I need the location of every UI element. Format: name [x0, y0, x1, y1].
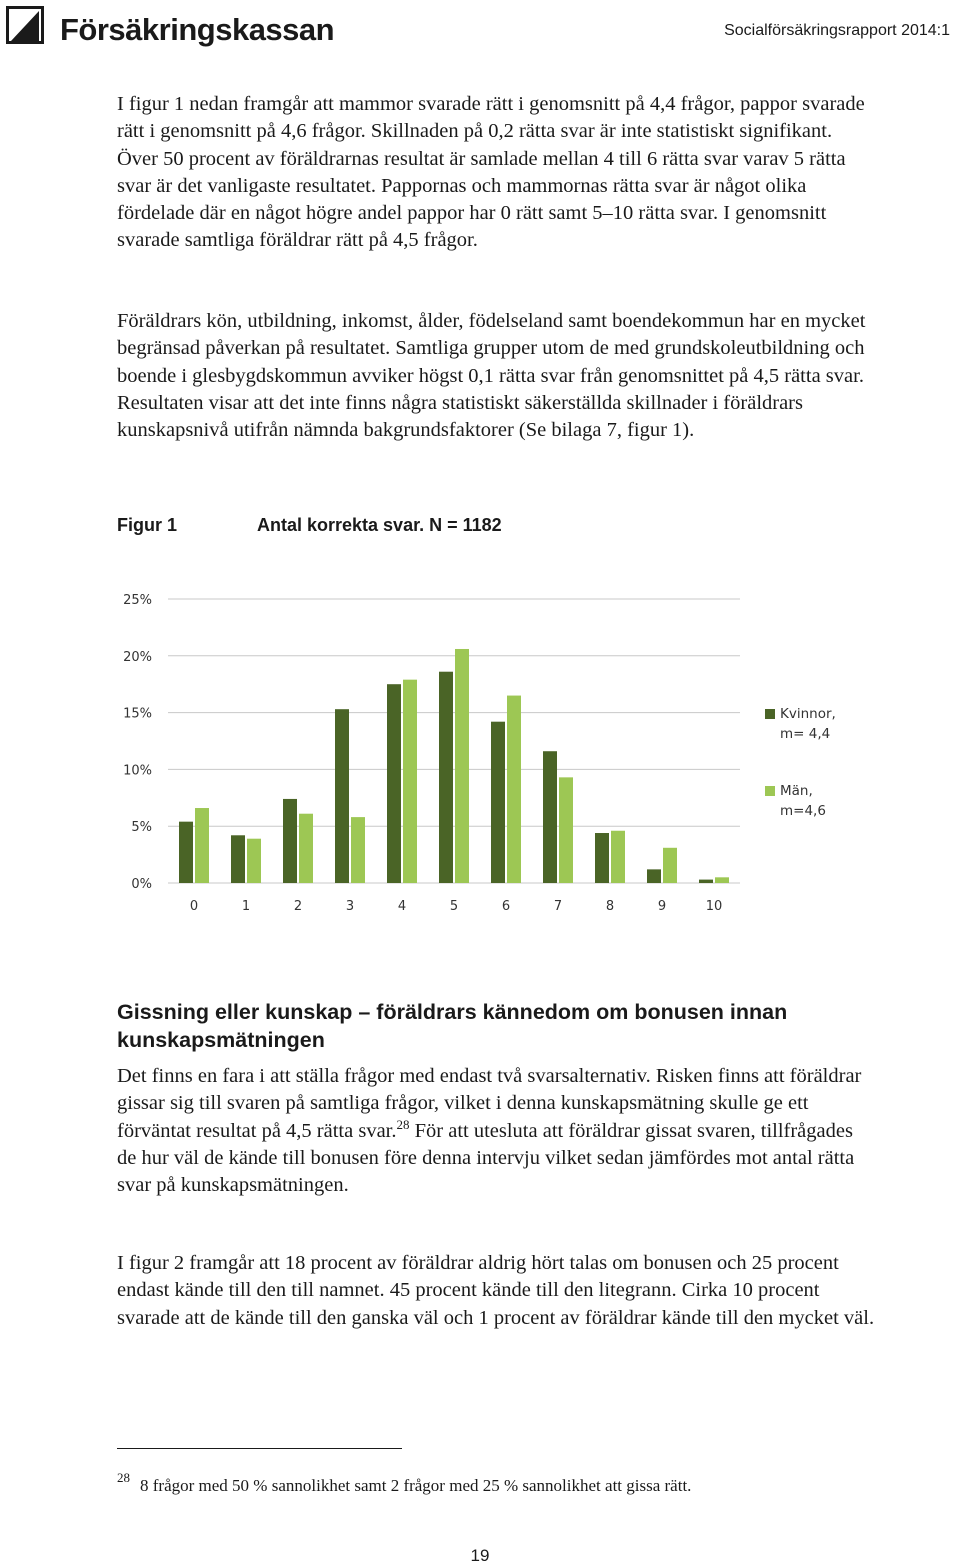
legend-label: m=4,6 — [780, 803, 826, 819]
footnote-reference[interactable]: 28 — [396, 1116, 410, 1132]
paragraph-1: I figur 1 nedan framgår att mammor svarade rätt i genomsnitt på 4,4 frågor, pappor svarade rätt i genomsnitt på 4,6 frågor. Skillnaden på 0,2 rätta svar är inte statistiskt signifikant. Över 50 procent av föräldrarnas resultat är samlade mellan 4 till 6 rätta svar varav 5 rätta svar är det vanligaste resultatet. Pappornas och mammornas rätta svar är något olika fördelade där en något högre andel pappor har 0 rätt samt 5–10 rätta svar. I genomsnitt svarade samtliga föräldrar rätt på 4,5 frågor. — [117, 93, 865, 252]
bar — [179, 822, 193, 883]
y-tick-label: 10% — [123, 763, 152, 779]
x-tick-label: 7 — [553, 899, 563, 914]
x-tick-label: 3 — [345, 899, 355, 914]
paragraph-3 — [117, 1063, 877, 1199]
bar — [699, 880, 713, 883]
x-tick-label: 10 — [705, 899, 723, 914]
bar-chart — [110, 585, 850, 920]
bar — [283, 799, 297, 883]
footnote-divider — [117, 1448, 402, 1449]
figure-title: Antal korrekta svar. N = 1182 — [257, 515, 502, 535]
bar — [595, 833, 609, 883]
x-tick-label: 9 — [657, 899, 667, 914]
legend-label: m= 4,4 — [780, 726, 831, 742]
legend-label: Kvinnor, — [780, 706, 836, 722]
page-number: 19 — [470, 1546, 490, 1565]
bar — [491, 722, 505, 883]
y-tick-label: 0% — [131, 877, 152, 892]
x-tick-label: 8 — [605, 899, 615, 914]
bar — [299, 814, 313, 883]
bar — [247, 839, 261, 883]
bar — [403, 680, 417, 883]
forsakringskassan-logo-icon — [6, 6, 44, 44]
x-tick-label: 6 — [501, 899, 511, 914]
paragraph-3-text-after: För att utesluta att föräldrar gissat svaren, tillfrågades de hur väl de kände till bonusen före denna intervju vilket sedan jämfördes mot antal rätta svar på kunskapsmätningen. — [117, 1119, 855, 1197]
footnote-text: 8 frågor med 50 % sannolikhet samt 2 frågor med 25 % sannolikhet att gissa rätt. — [140, 1476, 692, 1495]
bar — [663, 848, 677, 883]
bar — [351, 817, 365, 883]
section-heading: Gissning eller kunskap – föräldrars kännedom om bonusen innan kunskapsmätningen — [117, 1000, 788, 1052]
x-tick-label: 4 — [397, 899, 407, 914]
legend-swatch — [765, 786, 775, 796]
y-tick-label: 15% — [123, 706, 152, 722]
paragraph-3-text-before: Det finns en fara i att ställa frågor med endast två svarsalternativ. Risken finns att föräldrar gissar sig till svaren på samtliga frågor, vilket i denna kunskapsmätning skulle ge ett förväntat resultat på 4,5 rätta svar. — [117, 1065, 862, 1142]
y-tick-label: 25% — [123, 593, 152, 608]
footnote-number: 28 — [117, 1470, 130, 1485]
y-tick-label: 5% — [131, 820, 152, 836]
paragraph-2: Föräldrars kön, utbildning, inkomst, ålder, födelseland samt boendekommun har en mycket begränsad påverkan på resultatet. Samtliga grupper utom de med grundskoleutbildning och boende i glesbygdskommun avviker högst 0,1 rätta svar från genomsnittet på 4,5 rätta svar. Resultaten visar att det inte finns några statistiskt säkerställda skillnader i föräldrars kunskapsnivå utifrån nämnda bakgrundsfaktorer (Se bilaga 7, figur 1). — [117, 310, 866, 442]
x-tick-label: 5 — [449, 899, 459, 914]
footnote — [117, 1470, 692, 1496]
organization-name: Försäkringskassan — [60, 12, 335, 47]
bar — [647, 869, 661, 883]
x-tick-label: 1 — [241, 899, 251, 914]
x-tick-label: 0 — [189, 899, 199, 914]
bar — [439, 672, 453, 883]
bar — [455, 649, 469, 883]
figure-label: Figur 1 — [117, 515, 178, 535]
bar — [231, 835, 245, 883]
x-tick-label: 2 — [293, 899, 303, 914]
paragraph-4: I figur 2 framgår att 18 procent av föräldrar aldrig hört talas om bonusen och 25 procent endast kände till den till namnet. 45 procent kände till den litegrann. Cirka 10 procent svarade att de kände till den ganska väl och 1 procent av föräldrar kände till den mycket väl. — [117, 1252, 875, 1329]
bar — [507, 696, 521, 883]
bar — [559, 777, 573, 883]
bar — [387, 684, 401, 883]
bar — [611, 831, 625, 883]
y-tick-label: 20% — [123, 649, 152, 665]
legend-swatch — [765, 709, 775, 719]
report-title: Socialförsäkringsrapport 2014:1 — [724, 22, 950, 39]
bar — [715, 877, 729, 883]
bar — [543, 751, 557, 883]
bar — [195, 808, 209, 883]
bar — [335, 709, 349, 883]
legend-label: Män, — [780, 783, 813, 799]
